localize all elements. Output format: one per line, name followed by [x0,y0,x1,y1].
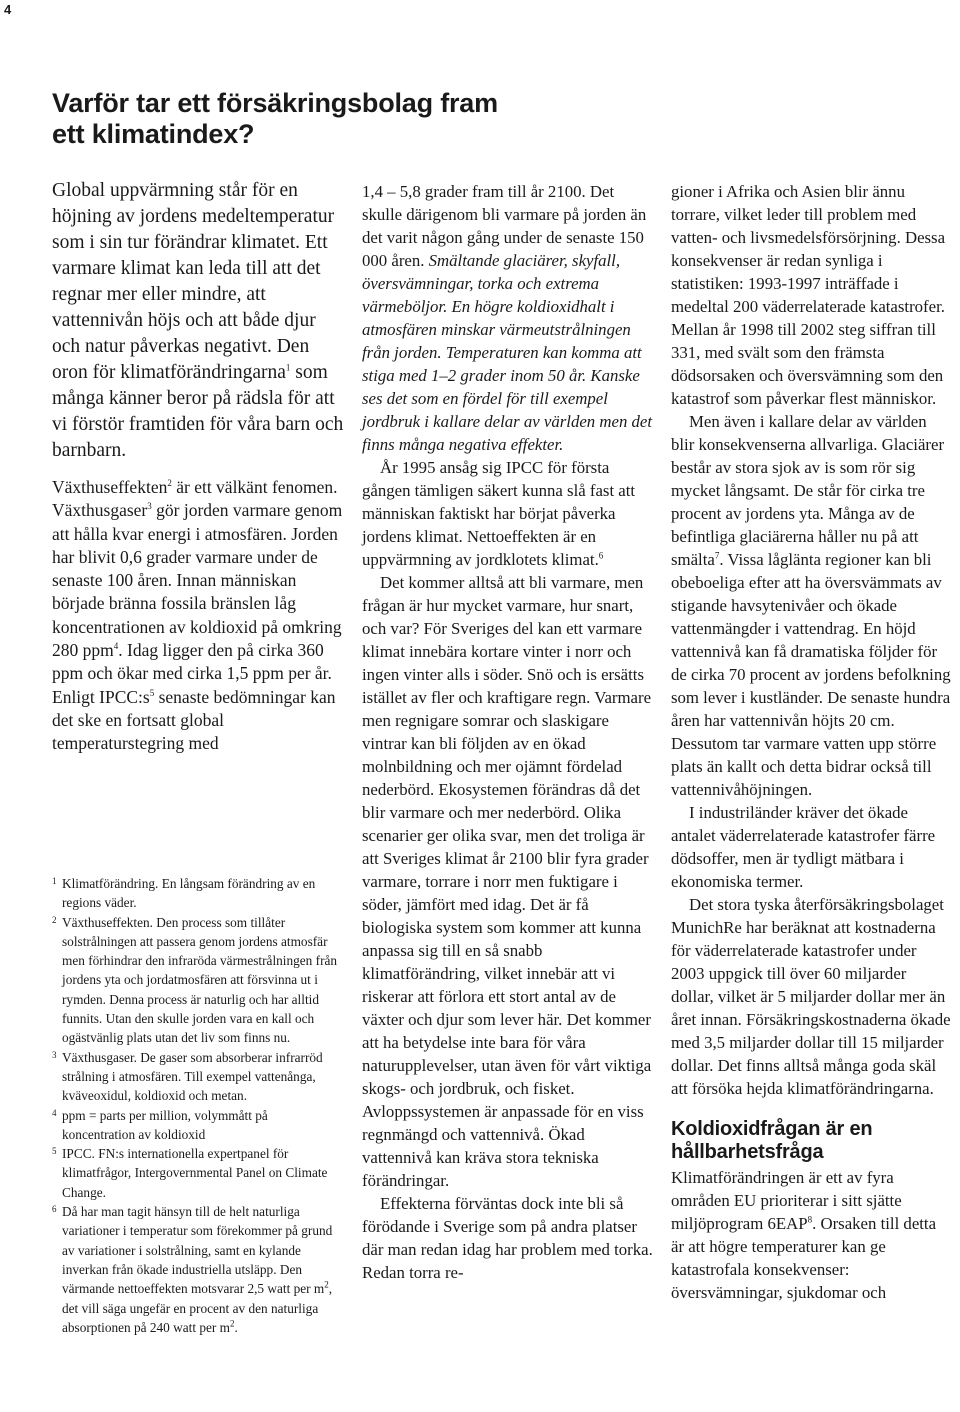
text-span: som många känner beror på rädsla för att vi förstör framtiden för våra barn och barnbarn. [52,362,344,461]
text-span: gör jorden varmare genom att hålla kvar energi i atmosfären. Jorden har blivit 0,6 grader varmare under de senaste 100 åren. Innan människan började bränna fossila bränslen låg koncentrationen av koldioxid på omkring 280 ppm [52,500,343,661]
text-span: Men även i kallare delar av världen blir konsekvenserna allvarliga. Glaciärer består av stora sjok av is som rör sig mycket långsamt. De står för cirka tre procent av jordens yta. Många av de befintliga glaciärerna håller nu på att smälta [671,412,945,569]
body-paragraph: I industriländer kräver det ökade antalet väderrelaterade katastrofer färre dödsoffer, men är tydligt mätbara i ekonomiska termer. [671,803,936,891]
text-span: är ett välkänt fenomen. Växthusgaser [52,477,338,521]
body-paragraph [52,476,344,756]
footnote-ref: 8 [807,1214,813,1225]
footnote-5 [52,1144,344,1202]
text-span: Växthuseffekten [52,477,168,497]
footnote-3 [52,1048,344,1106]
text-span: Klimatförändringen är ett av fyra områden EU prioriterar i sitt sjätte miljöprogram 6EAP [671,1168,902,1233]
lead-paragraph [52,178,344,464]
text-span: . Orsaken till detta är att högre temperaturer kan ge katastrofala konsekvenser: översvämningar, sjukdomar och [671,1214,937,1302]
footnote-text: IPCC. FN:s internationella expertpanel för klimatfrågor, Intergovernmental Panel on Climate Change. [62,1146,328,1200]
text-span: 1,4 – 5,8 grader fram till år 2100. Det skulle därigenom bli varmare på jorden än det varit någon gång under de senaste 150 000 åren. [362,182,647,270]
column-1 [52,178,344,756]
footnote-number: 4 [52,1107,57,1118]
body-paragraph [671,1166,953,1304]
footnote-number: 2 [52,914,57,925]
footnote-number: 6 [52,1204,57,1215]
text-span: . Idag ligger den på cirka 360 ppm och ökar med cirka 1,5 ppm per år. Enligt IPCC:s [52,640,332,707]
footnote-4 [52,1106,344,1145]
footnote-ref: 4 [113,641,119,652]
text-span: Global uppvärmning står för en höjning av jordens medeltemperatur som i sin tur förändrar klimatet. Ett varmare klimat kan leda till att det regnar mer eller mindre, att vattennivån höjs och att både djur och natur påverkas negativt. Den oron för klimatförändringarna [52,180,335,383]
body-paragraph: Det stora tyska återförsäkringsbolaget MunichRe har beräknat att kostnaderna för väderrelaterade katastrofer under 2003 uppgick till över 60 miljarder dollar, vilket är 5 miljarder dollar mer än året innan. Försäkringskostnaderna ökade med 3,5 miljarder dollar till 15 miljarder dollar. Det finns alltså många goda skäl att försöka hejda klimatförändringarna. [671,895,951,1098]
text-span: senaste bedömningar kan det ske en fortsatt global temperaturstegring med [52,686,336,754]
footnote-2 [52,913,344,1048]
footnote-text: Växthuseffekten. Den process som tillåter solstrålningen att passera genom jordens atmosfär men förhindrar den infraröda värmestrålningen från jordens yta och jordatmosfären att försvinna ut i rymden. Denna process är naturlig och har alltid funnits. Utan den skulle jorden vara en kall och ogästvänlig plats utan det liv som finns nu. [62,914,338,1046]
footnote-ref: 3 [147,501,152,512]
section-subheading: Koldioxidfrågan är en hållbarhetsfråga [671,1118,873,1163]
column-2 [362,180,654,1284]
footnote-number: 3 [52,1049,57,1060]
body-paragraph [671,410,953,801]
body-paragraph: gioner i Afrika och Asien blir ännu torrare, vilket leder till problem med vatten- och livsmedelsförsörjning. Dessa konsekvenser är redan synliga i statistiken: 1993-1997 inträffade i medeltal 200 väderrelaterade katastrofer. Mellan år 1998 till 2002 steg siffran till 331, med svält som den främsta dödsorsaken och översvämning som den katastrof som påverkar flest människor. [671,182,946,408]
body-paragraph: Effekterna förväntas dock inte bli så förödande i Sverige som på andra platser där man redan idag har problem med torka. Redan torra re- [362,1194,653,1282]
column-3 [671,180,953,1304]
page-number: 4 [4,2,12,17]
footnote-ref: 6 [598,550,604,561]
footnote-ref: 7 [714,550,720,561]
footnote-text: Växthusgaser. De gaser som absorberar infrarröd strålning i atmosfären. Till exempel vattenånga, kväveoxidul, koldioxid och metan. [62,1049,323,1104]
footnote-1 [52,874,344,913]
body-paragraph [362,456,654,571]
footnote-ref: 2 [167,478,172,489]
footnote-ref: 1 [285,362,291,373]
footnote-text: Då har man tagit hänsyn till de helt naturliga variationer i temperatur som förekommer på grund av variationer i solstrålning, samt en kylande inverkan från ökade industriella utsläpp. Den värmande nettoeffekten motsvarar 2,5 watt per m [62,1204,333,1297]
footnote-text: . [234,1319,238,1335]
footnote-6 [52,1202,344,1337]
italic-text: Smältande glaciärer, skyfall, översvämningar, torka och extrema värmeböljor. En högre koldioxidhalt i atmosfären minskar värmeutstrålningen från jorden. Temperaturen kan komma att stiga med 1–2 grader inom 50 år. Kanske ses det som en fördel för till exempel jordbruk i kallare delar av världen men det finns många negativa effekter. [362,251,653,454]
footnote-ref: 5 [149,687,155,698]
body-paragraph [362,180,654,456]
footnote-text: , det vill säga ungefär en procent av den naturliga absorptionen på 240 watt per m [62,1281,333,1335]
footnote-number: 1 [52,876,57,886]
superscript: 2 [230,1318,235,1329]
footnote-number: 5 [52,1146,57,1157]
text-span: . Vissa låglänta regioner kan bli obeboeliga efter att ha översvämmats av stigande havsytenivåer och ökade vattenmängder i vattendrag. En höjd vattennivå kan få dramatiska följder för de cirka 70 procent av jordens befolkning som lever i kustländer. De senaste hundra åren har vattennivån höjts 20 cm. Dessutom tar varmare vatten upp större plats än kallt och detta bidrar också till vattennivåhöjningen. [671,550,951,799]
footnote-text: Klimatförändring. En långsam förändring av en regions väder. [62,876,316,911]
body-paragraph: Det kommer alltså att bli varmare, men frågan är hur mycket varmare, hur snart, och var? För Sveriges del kan ett varmare klimat innebära kortare vinter i norr och ingen vinter alls i söder. Snö och is ersätts istället av fler och kraftigare regn. Varmare men regnigare somrar och slaskigare vintrar kan bli följden av en ökad molnbildning och mer ojämnt fördelad nederbörd. Ekosystemen förändras då det blir varmare och mer nederbörd. Olika scenarier ger olika svar, men det troliga är att Sveriges klimat år 2100 blir fyra grader varmare, torrare i norr men fuktigare i söder, jämfört med idag. Det är få biologiska system som kommer att kunna anpassa sig till en så snabb klimatförändring, vilket innebär att vi riskerar att förlora ett stort antal av de växter och djur som lever här. Det kommer att ha betydelse inte bara för våra naturupplevelser, utan även för vårt viktiga skogs- och jordbruk, och fisket. Avloppssystemen är anpassade för en viss regnmängd och vattennivå. Ökad vattennivå kan kräva stora tekniska förändringar. [362,573,652,1190]
text-span: År 1995 ansåg sig IPCC för första gången tämligen säkert kunna slå fast att människan faktiskt har börjat påverka jordens klimat. Nettoeffekten är en uppvärmning av jordklotets klimat. [362,458,636,569]
article-title: Varför tar ett försäkringsbolag fram ett klimatindex? [52,88,498,149]
footnotes [52,874,344,1337]
footnote-text: ppm = parts per million, volymmått på koncentration av koldioxid [62,1107,268,1142]
superscript: 2 [324,1279,329,1290]
